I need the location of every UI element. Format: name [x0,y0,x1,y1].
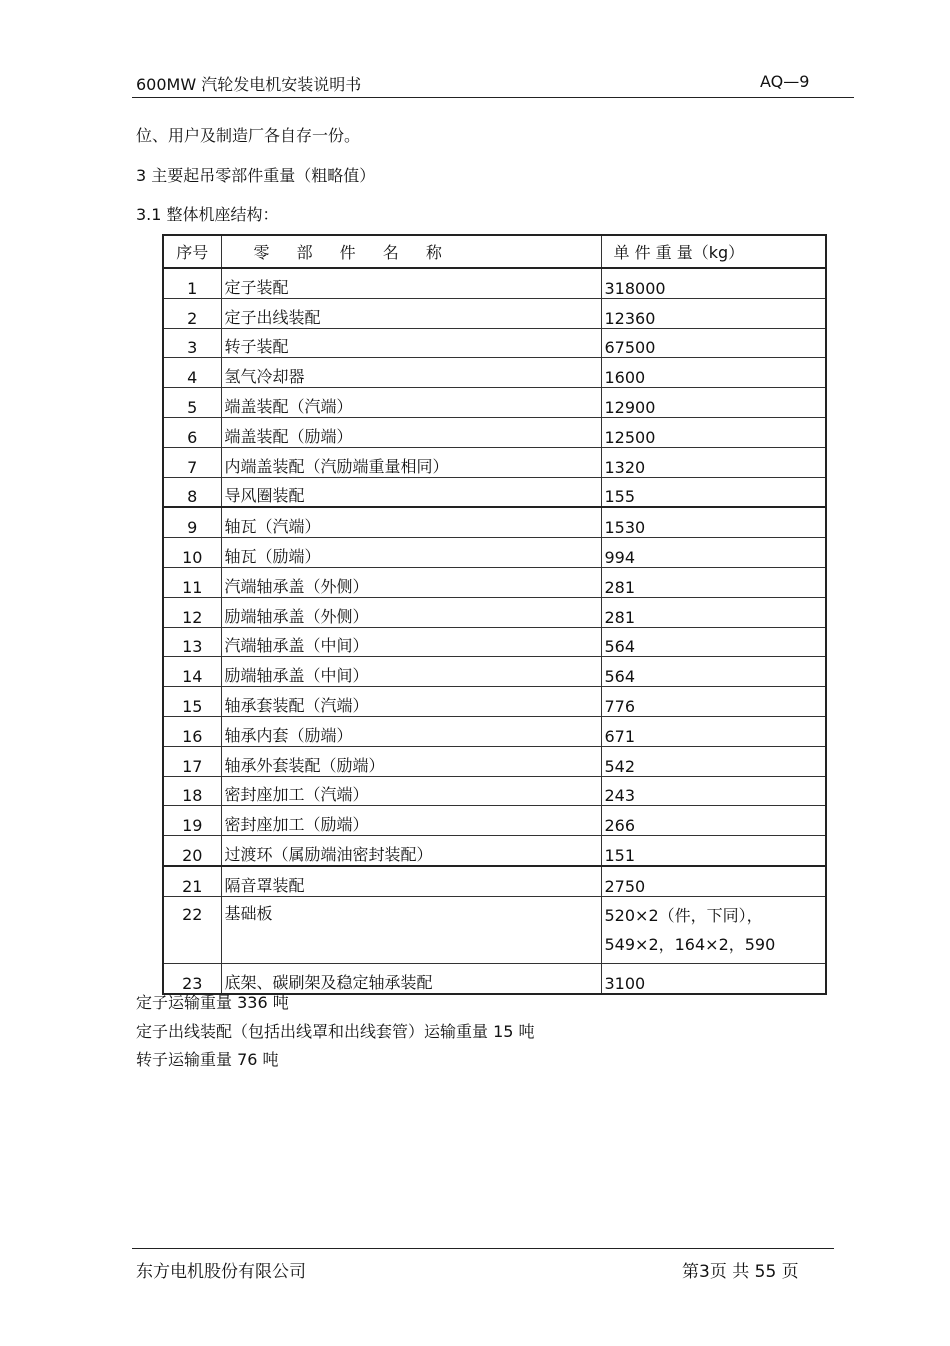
part-name: 汽端轴承盖（外侧） [221,567,601,597]
document-code: AQ—9 [760,72,810,91]
part-name: 轴承套装配（汽端） [221,687,601,717]
parts-weight-table [162,234,827,995]
header-unit-weight: 单 件 重 量（kg） [601,235,826,268]
table-row [163,507,826,537]
unit-weight: 151 [601,836,826,866]
row-number: 1 [163,268,221,298]
unit-weight: 281 [601,597,826,627]
unit-weight: 994 [601,538,826,568]
row-number: 20 [163,836,221,866]
row-number: 15 [163,687,221,717]
table-row [163,836,826,866]
row-number: 3 [163,328,221,358]
part-name: 励端轴承盖（外侧） [221,597,601,627]
part-name: 轴承外套装配（励端） [221,746,601,776]
row-number: 6 [163,417,221,447]
row-number: 12 [163,597,221,627]
row-number: 2 [163,298,221,328]
row-number: 21 [163,866,221,896]
part-name: 氢气冷却器 [221,358,601,388]
part-name: 汽端轴承盖（中间） [221,627,601,657]
unit-weight: 318000 [601,268,826,298]
unit-weight: 67500 [601,328,826,358]
table-row [163,896,826,963]
part-name: 轴瓦（励端） [221,538,601,568]
row-number: 5 [163,388,221,418]
row-number: 23 [163,963,221,993]
header-divider [132,97,854,98]
page-number: 第3页 共 55 页 [682,1262,799,1282]
part-name: 密封座加工（励端） [221,806,601,836]
unit-weight: 564 [601,627,826,657]
company-name: 东方电机股份有限公司 [136,1262,306,1282]
part-name: 密封座加工（汽端） [221,776,601,806]
row-number: 10 [163,538,221,568]
paragraph-continuation: 位、用户及制造厂各自存一份。 [136,126,361,145]
unit-weight: 776 [601,687,826,717]
section-heading: 3 主要起吊零部件重量（粗略值） [136,166,376,185]
row-number: 14 [163,657,221,687]
unit-weight: 542 [601,746,826,776]
table-row [163,417,826,447]
part-name: 轴承内套（励端） [221,716,601,746]
table-row [163,806,826,836]
unit-weight: 243 [601,776,826,806]
row-number: 9 [163,507,221,537]
row-number: 8 [163,477,221,507]
header-serial-no: 序号 [163,235,221,268]
table-row [163,538,826,568]
table-row [163,567,826,597]
note-stator-weight: 定子运输重量 336 吨 [136,993,289,1012]
row-number: 18 [163,776,221,806]
part-name: 轴瓦（汽端） [221,507,601,537]
part-name: 端盖装配（励端） [221,417,601,447]
table-row [163,963,826,993]
subsection-heading: 3.1 整体机座结构： [136,205,279,224]
table-row [163,776,826,806]
row-number: 4 [163,358,221,388]
row-number: 11 [163,567,221,597]
unit-weight: 2750 [601,866,826,896]
unit-weight: 12360 [601,298,826,328]
table-row [163,447,826,477]
unit-weight: 1530 [601,507,826,537]
table-row [163,627,826,657]
part-name: 隔音罩装配 [221,866,601,896]
part-name: 过渡环（属励端油密封装配） [221,836,601,866]
part-name: 转子装配 [221,328,601,358]
unit-weight: 1320 [601,447,826,477]
part-name: 内端盖装配（汽励端重量相同） [221,447,601,477]
table-row [163,597,826,627]
row-number: 16 [163,716,221,746]
table-row [163,687,826,717]
table-row [163,657,826,687]
table-header-row [163,235,826,268]
unit-weight: 155 [601,477,826,507]
part-name: 基础板 [221,896,601,963]
row-number: 19 [163,806,221,836]
table-row [163,716,826,746]
table-row [163,358,826,388]
unit-weight: 12900 [601,388,826,418]
table-row [163,298,826,328]
part-name: 定子装配 [221,268,601,298]
part-name: 导风圈装配 [221,477,601,507]
note-rotor-weight: 转子运输重量 76 吨 [136,1050,279,1069]
unit-weight: 12500 [601,417,826,447]
table-row [163,328,826,358]
unit-weight: 520×2（件，下同）， 549×2，164×2，590 [601,896,826,963]
table-row [163,388,826,418]
unit-weight: 266 [601,806,826,836]
part-name: 定子出线装配 [221,298,601,328]
header-part-name: 零 部 件 名 称 [221,235,601,268]
unit-weight: 671 [601,716,826,746]
table-row [163,477,826,507]
row-number: 13 [163,627,221,657]
unit-weight: 564 [601,657,826,687]
row-number: 7 [163,447,221,477]
table-row [163,268,826,298]
part-name: 励端轴承盖（中间） [221,657,601,687]
document-title: 600MW 汽轮发电机安装说明书 [136,75,362,94]
unit-weight: 281 [601,567,826,597]
note-terminal-weight: 定子出线装配（包括出线罩和出线套管）运输重量 15 吨 [136,1022,535,1041]
table-row [163,746,826,776]
table-row [163,866,826,896]
part-name: 端盖装配（汽端） [221,388,601,418]
row-number: 22 [163,896,221,963]
unit-weight: 1600 [601,358,826,388]
footer-divider [132,1248,834,1249]
unit-weight: 3100 [601,963,826,993]
row-number: 17 [163,746,221,776]
part-name: 底架、碳刷架及稳定轴承装配 [221,963,601,993]
